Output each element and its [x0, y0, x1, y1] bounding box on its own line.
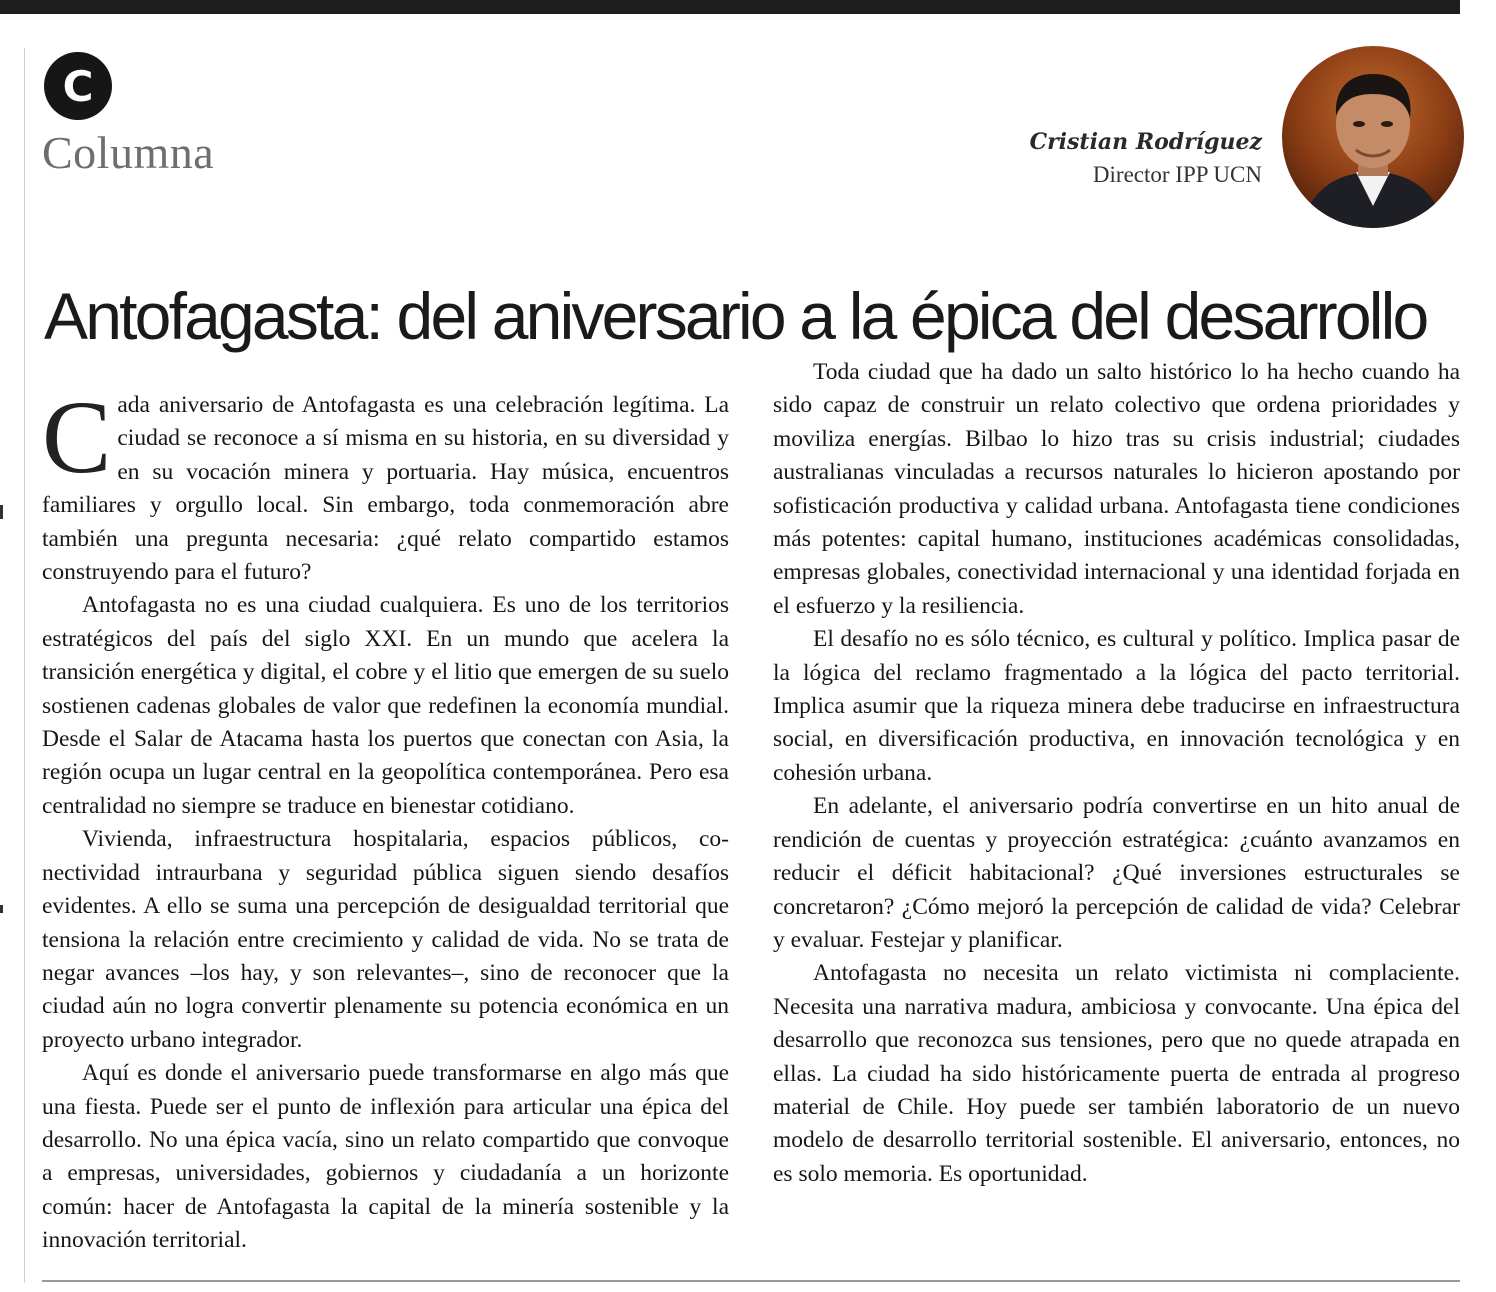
section-badge	[44, 52, 112, 120]
article-title: Antofagasta: del aniversario a la épica del desarrollo	[44, 279, 1427, 353]
author-role: Director IPP UCN	[1092, 162, 1262, 187]
author-name: Cristian Rodríguez	[1029, 129, 1262, 155]
article-column-left	[42, 380, 729, 1258]
top-rule	[0, 0, 1460, 14]
article-paragraph	[42, 380, 729, 589]
article-column-right	[773, 356, 1460, 1191]
section-badge-letter: C	[62, 61, 94, 111]
article-paragraph: Antofagasta no es una ciudad cualquiera. Es uno de los territorios estratégicos del país del siglo XXI. En un mundo que acelera la transición energética y digital, el cobre y el litio que emergen de su suelo sostienen cadenas globales de valor que redefinen la economía mundial. Desde el Salar de Atacama hasta los puertos que conectan con Asia, la región ocupa un lugar central en la geopolítica contemporánea. Pero esa centralidad no siempre se traduce en bienestar cotidiano.	[42, 592, 729, 819]
author-portrait-photo	[1282, 46, 1464, 228]
drop-cap: C	[42, 380, 112, 495]
article-paragraph: Vivienda, infraestructura hospitalaria, espacios públicos, conectividad intraurbana y seguridad pública siguen siendo desafíos evidentes. A ello se suma una percepción de desigualdad territorial que tensiona la relación entre crecimiento y calidad de vida. No se trata de negar avances –los hay, y son relevantes–, sino de reconocer que la ciudad aún no logra convertir plenamente su potencia económica en un proyecto urbano integrador.	[42, 826, 729, 1053]
margin-mark	[0, 505, 3, 519]
bottom-rule	[42, 1280, 1460, 1282]
article-paragraph: Aquí es donde el aniversario puede transformarse en algo más que una fiesta. Puede ser el punto de inflexión para articular una épica del desarrollo. No una épica vacía, sino un relato compartido que convoque a empresas, universidades, gobiernos y ciudadanía a un horizonte común: hacer de Antofagasta la capital de la minería sostenible y la innovación territorial.	[42, 1060, 729, 1254]
paragraph-text: ada aniversario de Antofagasta es una celebración legítima. La ciudad se reconoce a sí misma en su historia, en su diversidad y en su vocación minera y portuaria. Hay música, encuentros familiares y orgullo local. Sin embargo, toda conmemoración abre también una pregunta necesaria: ¿qué relato compartido estamos construyendo para el futuro?	[42, 392, 729, 586]
portrait-illustration	[1282, 46, 1464, 228]
article-paragraph: El desafío no es sólo técnico, es cultural y político. Implica pasar de la lógica del reclamo fragmentado a la lógica del pacto territorial. Implica asumir que la riqueza minera debe traducirse en infraestructura social, en diversificación productiva, en innovación tecnológica y en cohesión urbana.	[773, 626, 1460, 786]
page-margin-line	[24, 48, 25, 1283]
article-paragraph: Toda ciudad que ha dado un salto histórico lo ha hecho cuando ha sido capaz de construir un relato colectivo que ordena prioridades y moviliza energías. Bilbao lo hizo tras su crisis industrial; ciudades australianas vinculadas a recursos naturales lo hicieron apostando por sofisticación productiva y calidad urbana. Antofagasta tiene condiciones más potentes: capital humano, instituciones académicas consolidadas, empresas globales, conectividad internacional y una identidad forjada en el esfuerzo y la resiliencia.	[773, 359, 1460, 619]
article-paragraph: En adelante, el aniversario podría convertirse en un hito anual de rendición de cuentas y proyección estratégica: ¿cuánto avanzamos en reducir el déficit habitacional? ¿Qué inversiones estructurales se concretaron? ¿Cómo mejoró la percepción de calidad de vida? Celebrar y evaluar. Festejar y planificar.	[773, 793, 1460, 953]
section-label: Columna	[42, 127, 215, 178]
byline	[1030, 126, 1262, 192]
article-paragraph: Antofagasta no necesita un relato victimista ni complaciente. Necesita una narrativa madura, ambiciosa y convocante. Una épica del desarrollo que reconozca sus tensiones, pero que no quede atrapada en ellas. La ciudad ha sido históricamente puerta de entrada al progreso material de Chile. Hoy puede ser también laboratorio de un nuevo modelo de desarrollo territorial sostenible. El aniversario, entonces, no es solo memoria. Es oportunidad.	[773, 960, 1460, 1187]
margin-mark	[0, 905, 3, 913]
